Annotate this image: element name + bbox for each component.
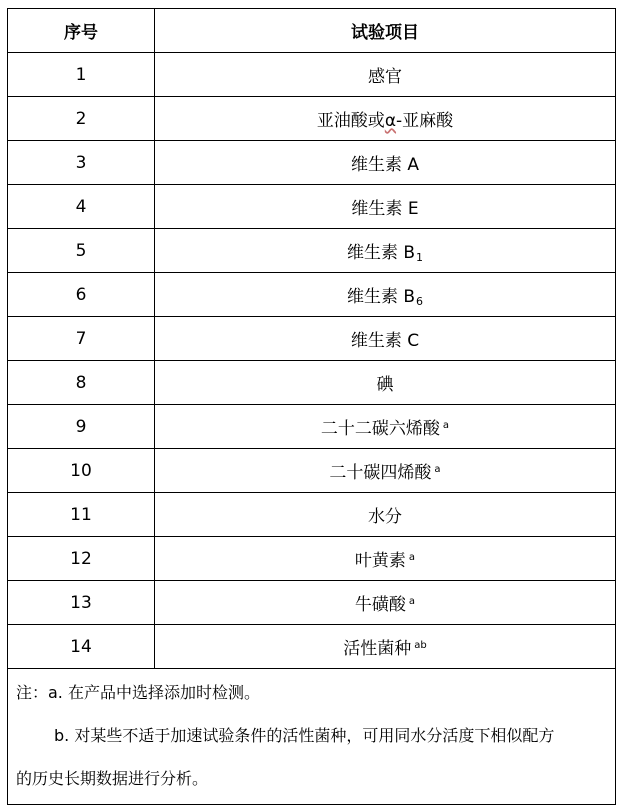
note-b-line-2: 的历史长期数据进行分析。 (16, 769, 209, 788)
table-row (8, 317, 616, 361)
notes-cell (8, 669, 616, 805)
header-serial-number: 序号 (8, 9, 155, 53)
table-row (8, 449, 616, 493)
test-item-cell (155, 185, 616, 229)
test-item-label: 二十二碳六烯酸 (320, 419, 440, 439)
table-header-row (8, 9, 616, 53)
test-item-cell (155, 405, 616, 449)
serial-number-cell: 8 (8, 361, 155, 405)
test-item-cell (155, 581, 616, 625)
test-item-cell (155, 317, 616, 361)
subscript: 1 (416, 250, 424, 264)
test-item-label: 水分 (368, 507, 402, 527)
serial-number-cell: 5 (8, 229, 155, 273)
test-item-cell (155, 625, 616, 669)
test-item-label-rest: -亚麻酸 (396, 111, 454, 131)
test-item-label: 维生素 E (351, 199, 419, 219)
table-row (8, 141, 616, 185)
table-body (8, 53, 616, 669)
serial-number-cell: 10 (8, 449, 155, 493)
table-row (8, 537, 616, 581)
test-item-cell (155, 361, 616, 405)
note-a: 注：a. 在产品中选择添加时检测。 (16, 683, 260, 702)
footnote-marker: a (408, 596, 416, 607)
table-row (8, 185, 616, 229)
test-item-label: 叶黄素 (354, 551, 406, 571)
serial-number-cell: 14 (8, 625, 155, 669)
table-row (8, 493, 616, 537)
test-item-cell (155, 273, 616, 317)
test-item-cell (155, 493, 616, 537)
table-row (8, 273, 616, 317)
test-item-label: 活性菌种 (343, 639, 412, 659)
footnote-marker: ab (414, 640, 427, 651)
table-row (8, 97, 616, 141)
table-row (8, 625, 616, 669)
serial-number-cell: 2 (8, 97, 155, 141)
test-item-cell (155, 229, 616, 273)
test-item-label: 维生素 A (350, 155, 420, 175)
test-items-table (7, 8, 616, 805)
note-b-line-1: b. 对某些不适于加速试验条件的活性菌种，可用同水分活度下相似配方 (54, 726, 555, 745)
test-item-label: 维生素 B (346, 242, 416, 263)
serial-number-cell: 12 (8, 537, 155, 581)
footnote-marker: a (442, 420, 450, 431)
test-item-label: 二十碳四烯酸 (329, 463, 432, 483)
test-item-label: 亚油酸或 (316, 111, 385, 131)
test-item-cell (155, 449, 616, 493)
serial-number-cell: 13 (8, 581, 155, 625)
table-row (8, 361, 616, 405)
test-item-cell (155, 97, 616, 141)
serial-number-cell: 6 (8, 273, 155, 317)
footnote-marker: a (434, 464, 441, 475)
table-row (8, 405, 616, 449)
subscript: 6 (416, 294, 424, 308)
table-row (8, 581, 616, 625)
test-item-label: 维生素 C (350, 331, 420, 351)
table-row (8, 229, 616, 273)
test-item-label: 感官 (368, 67, 402, 87)
test-item-label: 牛磺酸 (354, 595, 406, 615)
serial-number-cell: 1 (8, 53, 155, 97)
serial-number-cell: 7 (8, 317, 155, 361)
serial-number-cell: 11 (8, 493, 155, 537)
test-item-label: 碘 (376, 375, 394, 395)
header-test-item: 试验项目 (155, 9, 616, 53)
serial-number-cell: 3 (8, 141, 155, 185)
serial-number-cell: 9 (8, 405, 155, 449)
test-item-label: 维生素 B (346, 286, 416, 307)
serial-number-cell: 4 (8, 185, 155, 229)
table-row (8, 53, 616, 97)
test-item-cell (155, 141, 616, 185)
test-item-cell (155, 53, 616, 97)
notes-row (8, 669, 616, 805)
document (7, 8, 615, 805)
test-item-cell (155, 537, 616, 581)
footnote-marker: a (408, 552, 416, 563)
test-item-label-marked: α (384, 111, 397, 131)
